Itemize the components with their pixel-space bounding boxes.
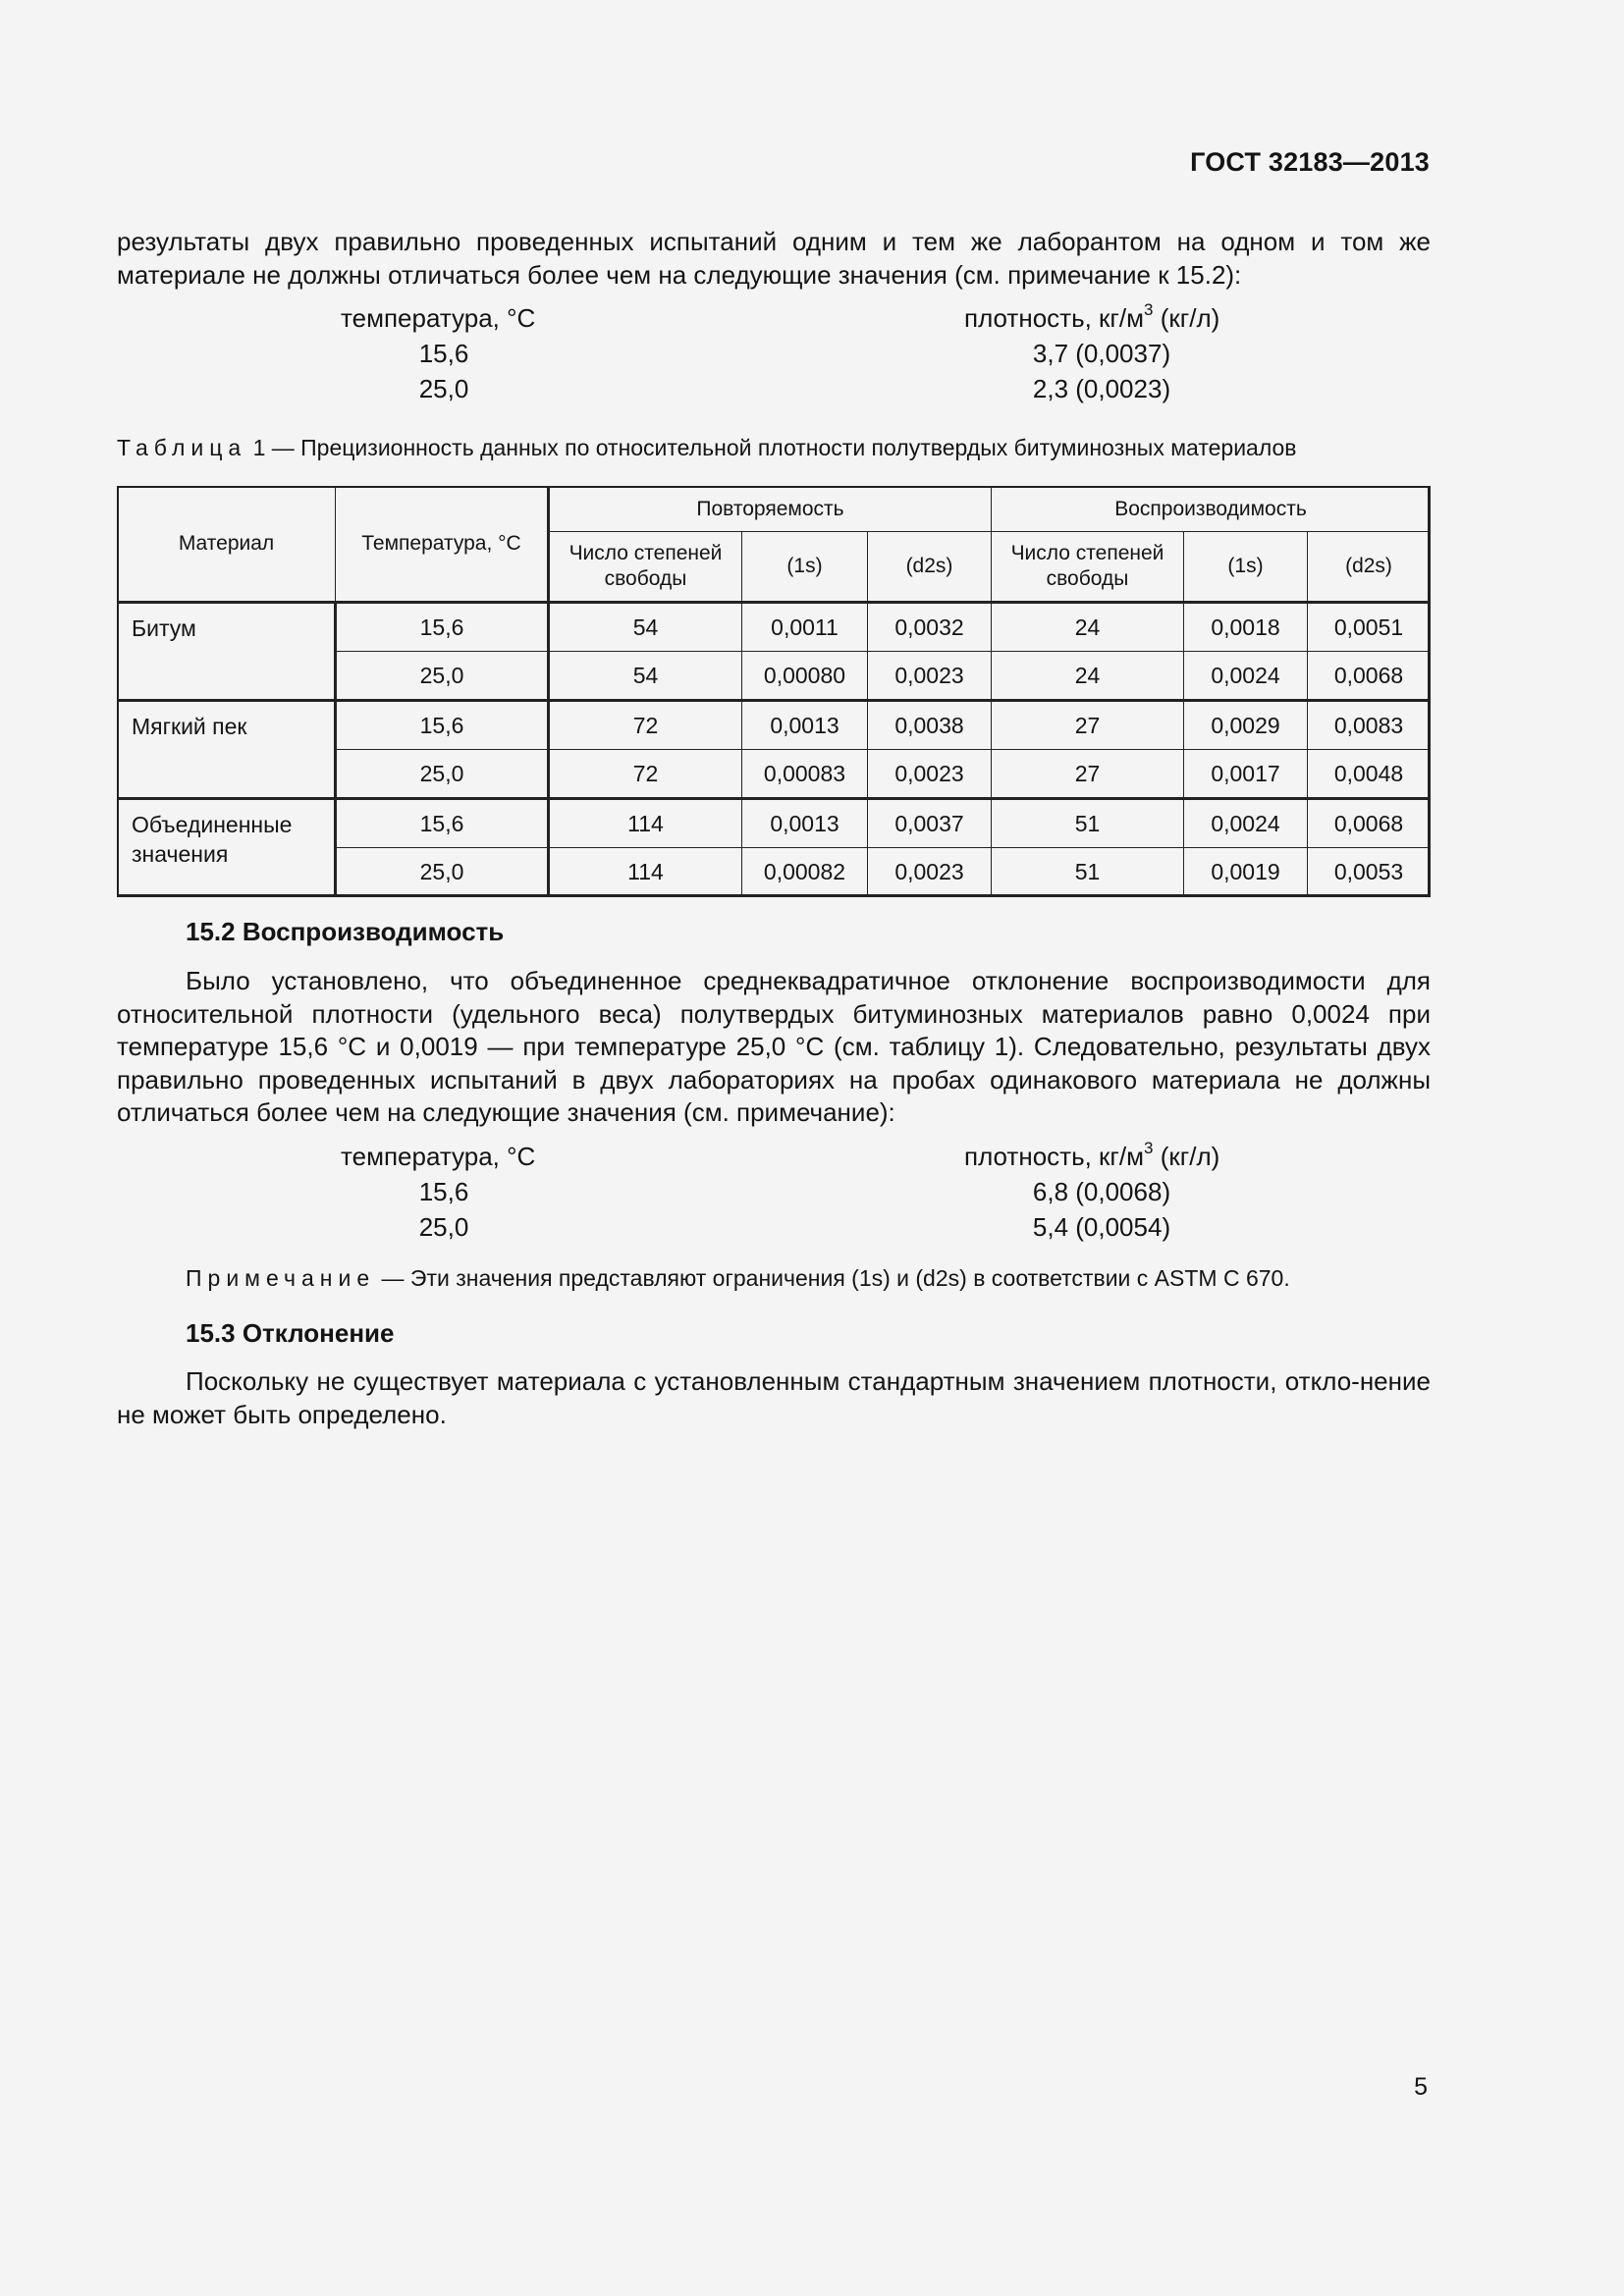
cell: 0,0023 — [868, 750, 992, 799]
header-1s: (1s) — [1184, 532, 1308, 603]
temp-cell: 25,0 — [336, 652, 549, 701]
header-temperature: Температура, °С — [336, 487, 549, 603]
cell: 114 — [549, 799, 742, 848]
temp-value: 15,6 — [418, 1177, 469, 1206]
table-caption: Таблица 1 — Прецизионность данных по относительной плотности полутвердых битуминозных материалов — [117, 435, 1297, 460]
intro-paragraph: результаты двух правильно проведенных испытаний одним и тем же лаборантом на одном и том же материале не должны отличаться более чем на следующие значения (см. примечание к 15.2): — [117, 227, 1431, 290]
cell: 0,0023 — [868, 652, 992, 701]
table-row — [118, 701, 1431, 750]
note-label: Примечание — [186, 1265, 376, 1291]
cell: 72 — [549, 701, 742, 750]
material-cell: Битум — [118, 603, 336, 701]
material-cell: Объединенные значения — [118, 799, 336, 897]
density-column-label: плотность, $кг/м^3$ (кг/л) — [964, 1139, 1220, 1171]
cell: 0,00083 — [742, 750, 868, 799]
cell: 0,0013 — [742, 701, 868, 750]
cell: 54 — [549, 652, 742, 701]
density-value: 6,8 (0,0068) — [1032, 1177, 1171, 1206]
cell: 24 — [992, 652, 1184, 701]
temp-cell: 25,0 — [336, 848, 549, 897]
cell: 0,00082 — [742, 848, 868, 897]
cell: 51 — [992, 799, 1184, 848]
cell: 0,0019 — [1184, 848, 1308, 897]
section-15-3-paragraph: Поскольку не существует материала с установленным стандартным значением плотности, откло-нение не может быть определено. — [117, 1366, 1431, 1429]
cell: 0,0037 — [868, 799, 992, 848]
temp-value: 15,6 — [418, 339, 469, 368]
temp-cell: 25,0 — [336, 750, 549, 799]
document-code: ГОСТ 32183—2013 — [1190, 147, 1430, 177]
cell: 0,00080 — [742, 652, 868, 701]
material-cell: Мягкий пек — [118, 701, 336, 799]
values-row — [0, 1212, 1624, 1248]
page-number: 5 — [1414, 2073, 1428, 2101]
header-d2s: (d2s) — [1308, 532, 1431, 603]
cell: 0,0029 — [1184, 701, 1308, 750]
values-header-row — [0, 1139, 1624, 1177]
values-row — [0, 374, 1624, 409]
cell: 0,0023 — [868, 848, 992, 897]
cell: 0,0032 — [868, 603, 992, 652]
cell: 0,0083 — [1308, 701, 1431, 750]
temp-cell: 15,6 — [336, 799, 549, 848]
cell: 72 — [549, 750, 742, 799]
values-header-row — [0, 300, 1624, 339]
temp-column-label: температура, °С — [341, 1142, 536, 1171]
section-title-15-3: 15.3 Отклонение — [186, 1318, 395, 1348]
temp-cell: 15,6 — [336, 603, 549, 652]
cell: 0,0013 — [742, 799, 868, 848]
temp-value: 25,0 — [418, 1212, 469, 1242]
cell: 0,0053 — [1308, 848, 1431, 897]
table-row — [118, 603, 1431, 652]
cell: 0,0038 — [868, 701, 992, 750]
values-row — [0, 1177, 1624, 1212]
values-row — [0, 339, 1624, 374]
temp-column-label: температура, °С — [341, 303, 536, 333]
header-1s: (1s) — [742, 532, 868, 603]
header-reproducibility: Воспроизводимость — [992, 487, 1431, 532]
temp-value: 25,0 — [418, 374, 469, 403]
cell: 0,0068 — [1308, 799, 1431, 848]
header-repeatability: Повторяемость — [549, 487, 992, 532]
cell: 0,0051 — [1308, 603, 1431, 652]
cell: 0,0024 — [1184, 652, 1308, 701]
temp-cell: 15,6 — [336, 701, 549, 750]
cell: 54 — [549, 603, 742, 652]
section-15-2-paragraph: Было установлено, что объединенное среднеквадратичное отклонение воспроизводимости для относительной плотности (удельного веса) полутвердых битуминозных материалов равно 0,0024 при температуре 15,6 °С и 0,0019 — при температуре 25,0 °С (см. таблицу 1). Следовательно, результаты двух правильно проведенных испытаний в двух лабораториях на пробах одинакового материала не должны отличаться более чем на следующие значения (см. примечание): — [117, 966, 1431, 1127]
reproducibility-values — [0, 1139, 1624, 1248]
cell: 0,0017 — [1184, 750, 1308, 799]
repeatability-values — [0, 300, 1624, 409]
density-column-label: плотность, $кг/м^3$ (кг/л) — [964, 300, 1220, 333]
cell: 27 — [992, 701, 1184, 750]
cell: 24 — [992, 603, 1184, 652]
density-value: 5,4 (0,0054) — [1032, 1212, 1171, 1242]
note — [186, 1265, 1290, 1292]
header-material: Материал — [118, 487, 336, 603]
cell: 0,0018 — [1184, 603, 1308, 652]
note-text: — Эти значения представляют ограничения (1s) и (d2s) в соответствии с ASTM С 670. — [375, 1265, 1290, 1291]
header-dof: Число степеней свободы — [549, 532, 742, 603]
density-value: 2,3 (0,0023) — [1032, 374, 1171, 403]
cell: 0,0068 — [1308, 652, 1431, 701]
cell: 0,0011 — [742, 603, 868, 652]
section-title-15-2: 15.2 Воспроизводимость — [186, 917, 505, 946]
header-dof: Число степеней свободы — [992, 532, 1184, 603]
cell: 51 — [992, 848, 1184, 897]
header-d2s: (d2s) — [868, 532, 992, 603]
cell: 0,0024 — [1184, 799, 1308, 848]
table-row — [118, 799, 1431, 848]
cell: 0,0048 — [1308, 750, 1431, 799]
density-value: 3,7 (0,0037) — [1032, 339, 1171, 368]
cell: 27 — [992, 750, 1184, 799]
precision-table — [117, 486, 1431, 897]
cell: 114 — [549, 848, 742, 897]
